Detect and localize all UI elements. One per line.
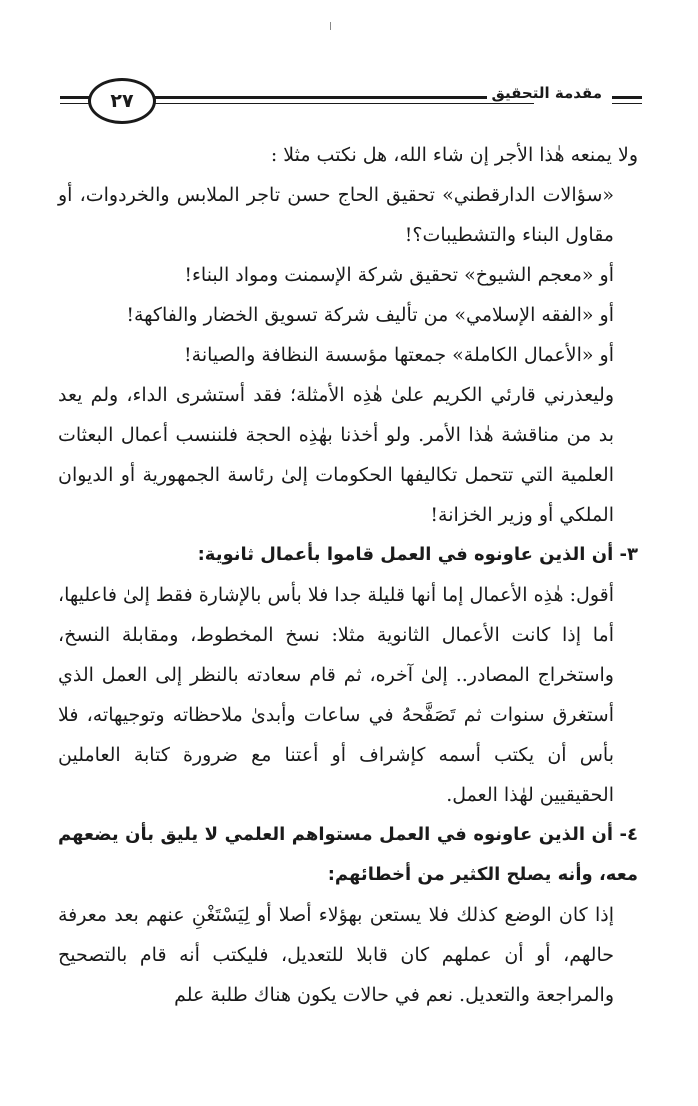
header-rule-thin xyxy=(60,103,90,104)
scan-mark xyxy=(330,22,331,30)
page-number-badge: ٢٧ xyxy=(88,78,156,124)
page-header xyxy=(60,76,642,126)
page-body xyxy=(58,135,638,1015)
paragraph: «سؤالات الدارقطني» تحقيق الحاج حسن تاجر الملابس والخردوات، أو مقاول البناء والتشطيبات؟! xyxy=(58,184,614,246)
paragraph: وليعذرني قارئي الكريم علىٰ هٰذِه الأمثلة؛ فقد أستشرى الداء، ولم يعد بد من مناقشة هٰذا الأمر. ولو أخذنا بهٰذِه الحجة فلننسب أعمال البعثات العلمية التي تتحمل تكاليفها الحكومات إلىٰ رئاسة الجمهورية أو الديوان الملكي أو وزير الخزانة! xyxy=(58,384,614,526)
paragraph: أقول: هٰذِه الأعمال إما أنها قليلة جدا فلا بأس بالإشارة فقط إلىٰ فاعليها، أما إذا كانت الأعمال الثانوية مثلا: نسخ المخطوط، ومقابلة النسخ، واستخراج المصادر.. إلىٰ آخره، ثم قام سعادته بالنظر إلى العمل الذي أستغرق سنوات ثم تَصَفَّحهُ في ساعات وأبدىٰ ملاحظاته وتوجيهاته، فلا بأس أن يكتب أسمه كإشراف أو أعتنا مع ضرورة كتابة العاملين الحقيقيين لهٰذا العمل. xyxy=(58,584,614,806)
header-rule-thin xyxy=(612,103,642,104)
paragraph: ولا يمنعه هٰذا الأجر إن شاء الله، هل نكتب مثلا : xyxy=(270,144,638,166)
section-heading: ٣- أن الذين عاونوه في العمل قاموا بأعمال ثانوية: xyxy=(197,544,638,565)
paragraph: أو «معجم الشيوخ» تحقيق شركة الإسمنت ومواد البناء! xyxy=(184,264,614,286)
paragraph: أو «الأعمال الكاملة» جمعتها مؤسسة النظافة والصيانة! xyxy=(184,344,614,366)
header-rule xyxy=(60,96,90,99)
header-rule xyxy=(612,96,642,99)
paragraph: أو «الفقه الإسلامي» من تأليف شركة تسويق الخضار والفاكهة! xyxy=(126,304,614,326)
paragraph: إذا كان الوضع كذلك فلا يستعن بهؤلاء أصلا أو لِيَسْتَغْنِ عنهم بعد معرفة حالهم، أو أن عملهم كان قابلا للتعديل، فليكتب أنه قام بالتصحيح والمراجعة والتعديل. نعم في حالات يكون هناك طلبة علم xyxy=(58,904,614,1006)
running-title: مقدمة التحقيق xyxy=(487,84,606,102)
header-rule xyxy=(150,96,534,99)
section-heading: ٤- أن الذين عاونوه في العمل مستواهم العلمي لا يليق بأن يضعهم معه، وأنه يصلح الكثير من أخطائهم: xyxy=(58,824,638,885)
header-rule-thin xyxy=(150,103,534,104)
